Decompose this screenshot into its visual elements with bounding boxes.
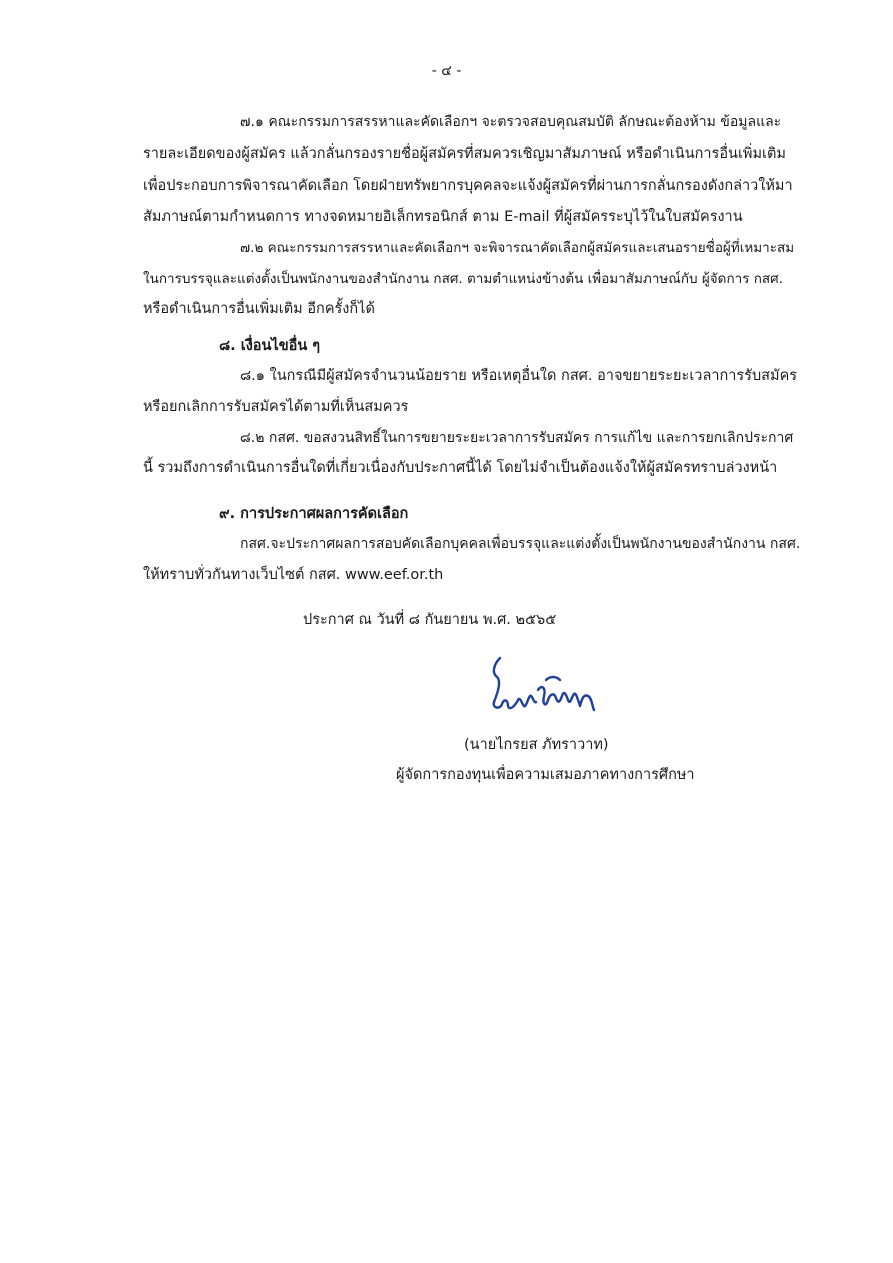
para-7-2-line-2: ในการบรรจุและแต่งตั้งเป็นพนักงานของสำนักงาน กสศ. ตามตำแหน่งข้างต้น เพื่อมาสัมภาษณ์กับ ผู้จัดการ กสศ. [143, 271, 784, 287]
para-7-1-line-2: รายละเอียดของผู้สมัคร แล้วกลั่นกรองรายชื่อผู้สมัครที่สมควรเชิญมาสัมภาษณ์ หรือดำเนินการอื่นเพิ่มเติม [143, 146, 786, 162]
signatory-name: (นายไกรยส ภัทราวาท) [464, 737, 609, 753]
para-8-1-line-1: ๘.๑ ในกรณีมีผู้สมัครจำนวนน้อยราย หรือเหตุอื่นใด กสศ. อาจขยายระยะเวลาการรับสมัคร [240, 368, 798, 384]
page-number: - ๔ - [431, 63, 462, 79]
announcement-date: ประกาศ ณ วันที่ ๘ กันยายน พ.ศ. ๒๕๖๕ [303, 612, 557, 628]
signatory-position: ผู้จัดการกองทุนเพื่อความเสมอภาคทางการศึกษา [396, 767, 695, 783]
para-7-1-line-4: สัมภาษณ์ตามกำหนดการ ทางจดหมายอิเล็กทรอนิกส์ ตาม E-mail ที่ผู้สมัครระบุไว้ในใบสมัครงาน [143, 209, 743, 225]
para-7-1-line-1: ๗.๑ คณะกรรมการสรรหาและคัดเลือกฯ จะตรวจสอบคุณสมบัติ ลักษณะต้องห้าม ข้อมูลและ [240, 114, 782, 130]
para-7-1-line-3: เพื่อประกอบการพิจารณาคัดเลือก โดยฝ่ายทรัพยากรบุคคลจะแจ้งผู้สมัครที่ผ่านการกลั่นกรองดังกล่าวให้มา [143, 178, 793, 194]
para-8-1-line-2: หรือยกเลิกการรับสมัครได้ตามที่เห็นสมควร [143, 399, 409, 415]
para-7-2-line-1: ๗.๒ คณะกรรมการสรรหาและคัดเลือกฯ จะพิจารณาคัดเลือกผู้สมัครและเสนอรายชื่อผู้ที่เหมาะสม [240, 240, 795, 256]
para-8-2-line-2: นี้ รวมถึงการดำเนินการอื่นใดที่เกี่ยวเนื่องกับประกาศนี้ได้ โดยไม่จำเป็นต้องแจ้งให้ผู้สมัครทราบล่วงหน้า [143, 460, 778, 476]
para-7-2-line-3: หรือดำเนินการอื่นเพิ่มเติม อีกครั้งก็ได้ [143, 301, 375, 317]
section-9-heading: ๙. การประกาศผลการคัดเลือก [219, 506, 409, 522]
handwritten-signature [486, 650, 606, 730]
para-8-2-line-1: ๘.๒ กสศ. ขอสงวนสิทธิ์ในการขยายระยะเวลาการรับสมัคร การแก้ไข และการยกเลิกประกาศ [240, 430, 794, 446]
para-9-line-1: กสศ.จะประกาศผลการสอบคัดเลือกบุคคลเพื่อบรรจุและแต่งตั้งเป็นพนักงานของสำนักงาน กสศ. [240, 536, 801, 552]
section-8-heading: ๘. เงื่อนไขอื่น ๆ [219, 338, 321, 354]
para-9-line-2: ให้ทราบทั่วกันทางเว็บไซต์ กสศ. www.eef.or.th [143, 567, 444, 583]
